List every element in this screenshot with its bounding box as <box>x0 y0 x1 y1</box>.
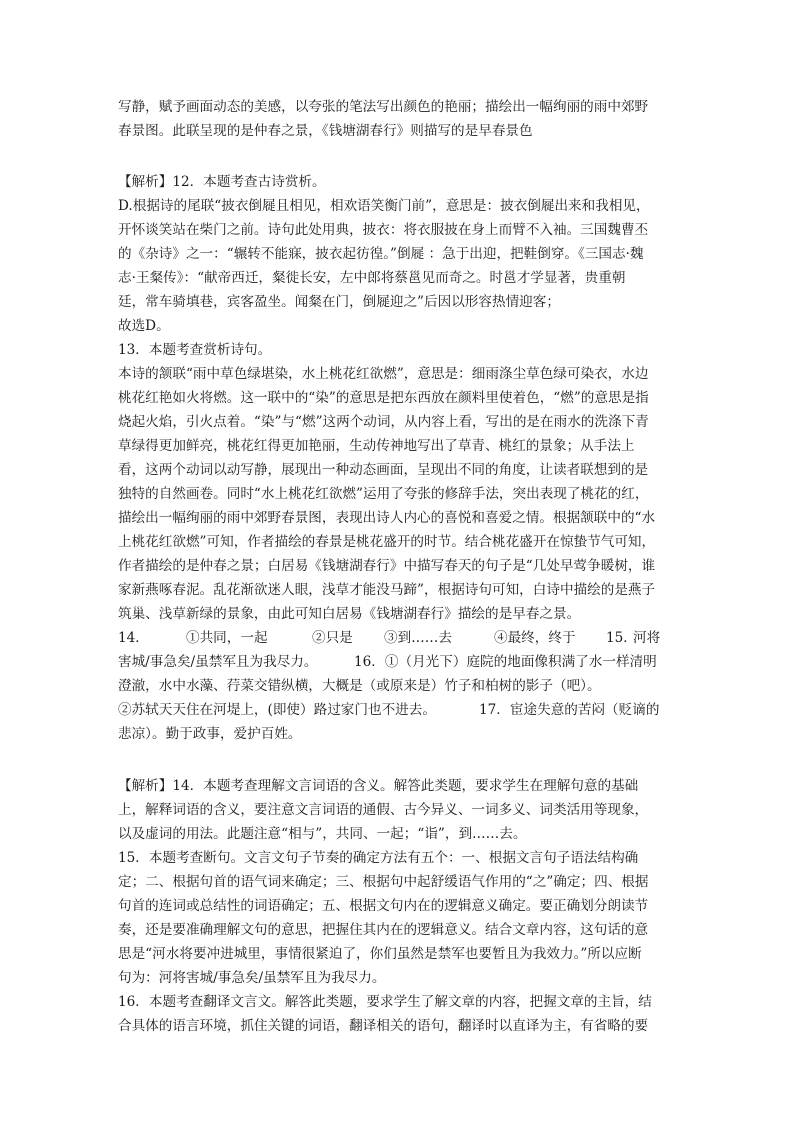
text-line: D.根据诗的尾联“披衣倒屣且相见，相欢语笑衡门前”，意思是：披衣倒屣出来和我相见， <box>118 198 650 214</box>
text-line: 写静，赋予画面动态的美感，以夸张的笔法写出颜色的艳丽；描绘出一幅绚丽的雨中郊野 <box>118 99 649 115</box>
text-line: 句首的连词或总结性的词语确定；五、根据文句内在的逻辑意义确定。要正确划分朗读节 <box>118 898 649 914</box>
answer-14-number: 14． <box>118 630 149 646</box>
text-line: 句为：河将害城/事急矣/虽禁军且为我尽力。 <box>118 970 386 986</box>
text-span: ②苏轼天天住在河堤上，(即使）路过家门也不进去。 <box>118 702 436 718</box>
text-line: 春景图。此联呈现的是仲春之景，《钱塘湖春行》则描写的是早春景色 <box>118 123 533 139</box>
text-line: 思是“河水将要冲进城里，事情很紧迫了，你们虽然是禁军也要暂且为我效力。”所以应断 <box>118 946 642 962</box>
text-line: 本诗的颔联“雨中草色绿堪染，水上桃花红欲燃”，意思是：细雨涤尘草色绿可染衣，水边 <box>118 366 649 382</box>
text-line: 草绿得更加鲜亮，桃花红得更加艳丽，生动传神地写出了草青、桃红的景象；从手法上 <box>118 438 635 454</box>
analysis-heading-14: 【解析】14．本题考查理解文言词语的含义。解答此类题，要求学生在理解句意的基础 <box>118 778 639 794</box>
text-line: 独特的自然画卷。同时“水上桃花红欲燃”运用了夸张的修辞手法，突出表现了桃花的红， <box>118 486 649 502</box>
text-line: 上桃花红欲燃”可知，作者描绘的春景是桃花盛开的时节。结合桃花盛开在惊蛰节气可知， <box>118 534 656 550</box>
answer-15-number: 15． <box>606 630 637 646</box>
text-line: 上，解释词语的含义，要注意文言词语的通假、古今异义、一词多义、词类活用等现象， <box>118 802 649 818</box>
text-line: 定；二、根据句首的语气词来确定；三、根据句中起舒缓语气作用的“之”确定；四、根据 <box>118 874 649 890</box>
text-line <box>118 698 666 722</box>
text-line: 故选D。 <box>118 318 170 334</box>
text-line <box>118 650 666 674</box>
answer-14-option-2: ②只是 <box>312 630 353 646</box>
text-line: 廷，常车骑填巷，宾客盈坐。闻粲在门，倒屣迎之”后因以形容热情迎客； <box>118 294 560 310</box>
text-line: 16．本题考查翻译文言文。解答此类题，要求学生了解文章的内容，把握文章的主旨，结 <box>118 994 652 1010</box>
text-line: 13．本题考查赏析诗句。 <box>118 342 272 358</box>
text-line: 15．本题考查断句。文言文句子节奏的确定方法有五个：一、根据文言句子语法结构确 <box>118 850 639 866</box>
analysis-heading-12: 【解析】12．本题考查古诗赏析。 <box>118 174 326 190</box>
text-span: 16．①（月光下）庭院的地面像积满了水一样清明 <box>354 654 657 670</box>
text-line: 开怀谈笑站在柴门之前。诗句此处用典，披衣：将衣服披在身上而臂不入袖。三国魏曹丕 <box>118 222 649 238</box>
text-line: 以及虚词的用法。此题注意“相与”，共同、一起；“诣”，到……去。 <box>118 826 527 842</box>
text-span: 害城/事急矣/虽禁军且为我尽力。 <box>118 654 318 670</box>
text-span: 17．宦途失意的苦闷（贬谪的 <box>479 702 660 718</box>
text-line: 筑巢、浅草新绿的景象，由此可知白居易《钱塘湖春行》描绘的是早春之景。 <box>118 606 581 622</box>
text-line: 家新燕啄春泥。乱花渐欲迷人眼，浅草才能没马蹄”，根据诗句可知，白诗中描绘的是燕子 <box>118 582 656 598</box>
text-line: 作者描绘的是仲春之景；白居易《钱塘湖春行》中描写春天的句子是“几处早莺争暖树，谁 <box>118 558 656 574</box>
text-line: 桃花红艳如火将燃。这一联中的“染”的意思是把东西放在颜料里使着色，“燃”的意思是指 <box>118 390 649 406</box>
text-line: 的《杂诗》之一：“辗转不能寐，披衣起彷徨。”倒屣 ：急于出迎，把鞋倒穿。《三国志·魏 <box>118 246 644 262</box>
text-line: 描绘出一幅绚丽的雨中郊野春景图，表现出诗人内心的喜悦和喜爱之情。根据颔联中的“水 <box>118 510 656 526</box>
text-line: 合具体的语言环境，抓住关键的词语，翻译相关的语句，翻译时以直译为主，有省略的要 <box>118 1018 649 1034</box>
text-line: 烧起火焰，引火点着。“染”与“燃”这两个动词，从内容上看，写出的是在雨水的洗涤下青 <box>118 414 649 430</box>
text-line: 澄澈，水中水藻、荇菜交错纵横，大概是（或原来是）竹子和柏树的影子（吧）。 <box>118 678 601 694</box>
answer-14-option-3: ③到……去 <box>384 630 452 646</box>
text-line: 奏，还是要准确理解文句的意思，把握住其内在的逻辑意义。结合文章内容，这句话的意 <box>118 922 649 938</box>
text-line: 悲凉）。勤于政事，爱护百姓。 <box>118 726 302 742</box>
answer-14-line <box>118 626 666 650</box>
text-line: 志·王粲传》：“献帝西迁，粲徙长安，左中郎将蔡邕见而奇之。时邕才学显著，贵重朝 <box>118 270 626 286</box>
text-span: 河将 <box>633 630 661 646</box>
answer-14-option-1: ①共同，一起 <box>186 630 268 646</box>
answer-14-option-4: ④最终，终于 <box>494 630 576 646</box>
text-line: 看，这两个动词以动写静，展现出一种动态画面，呈现出不同的角度，让读者联想到的是 <box>118 462 649 478</box>
